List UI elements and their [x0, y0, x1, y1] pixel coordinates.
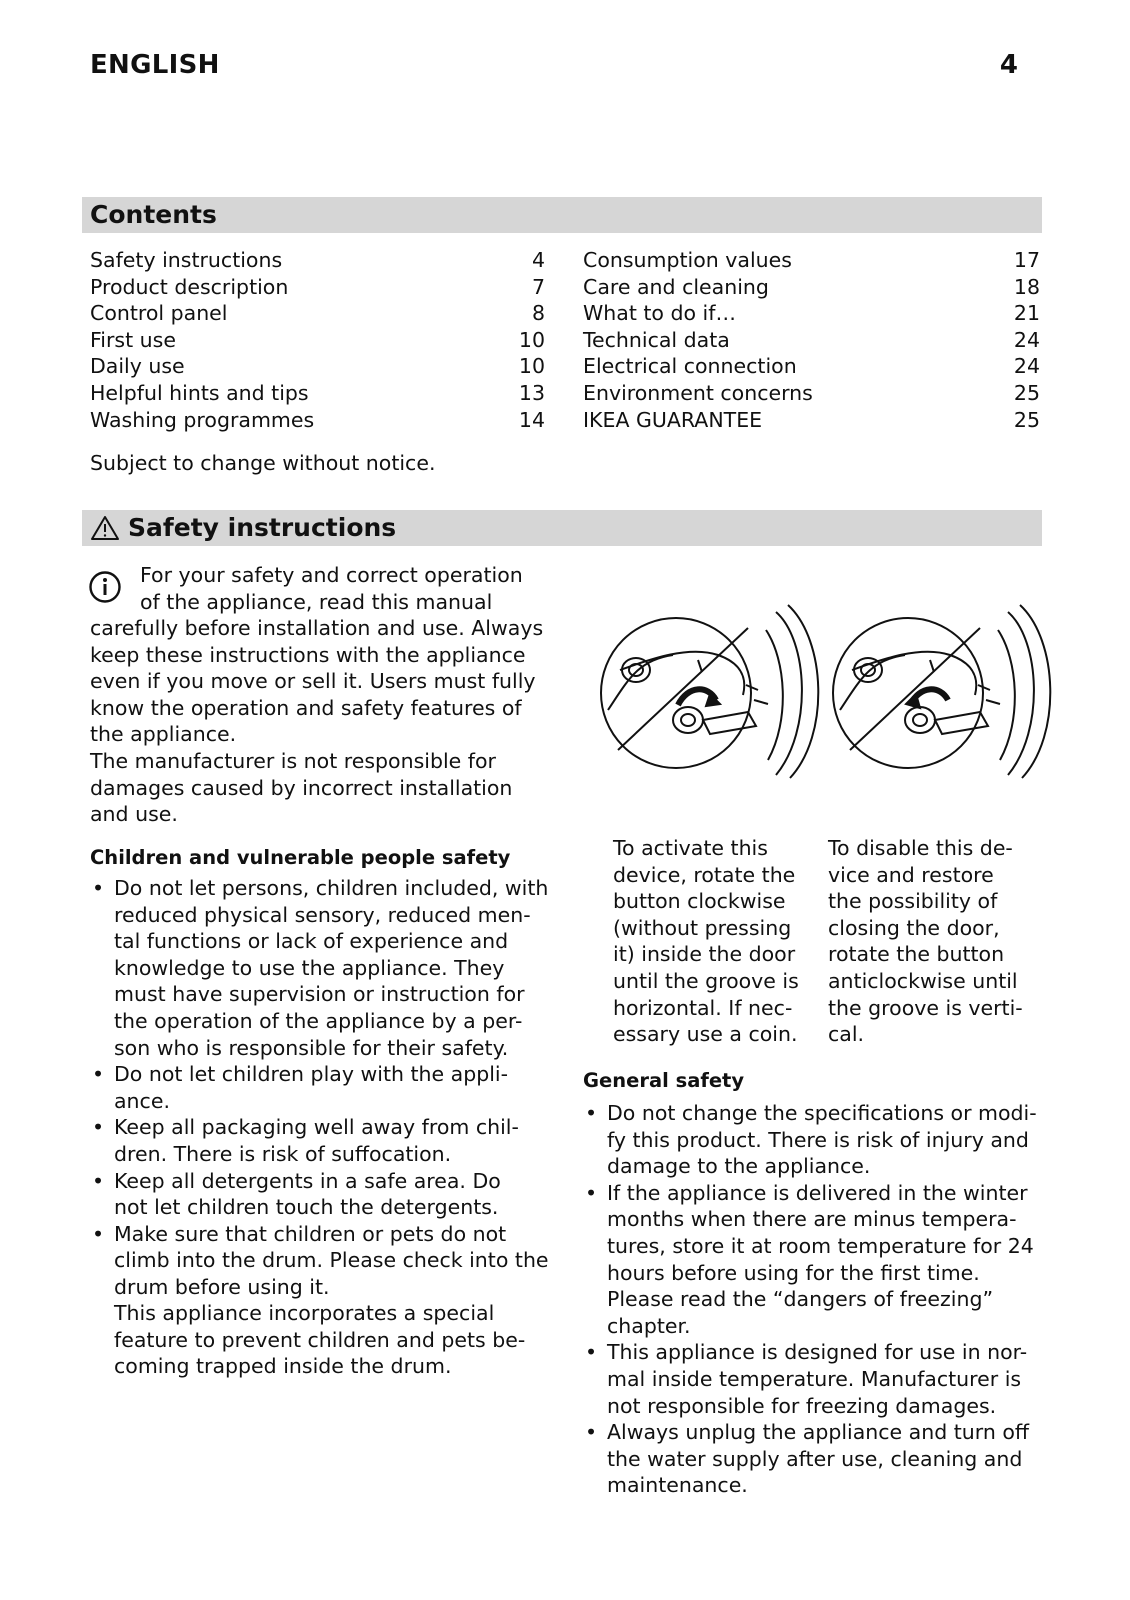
list-item: • Always unplug the appliance and turn off the water supply after use, cleaning and maintenance.	[583, 1419, 1043, 1499]
toc-entry[interactable]: First use 10	[90, 327, 545, 352]
toc-entry[interactable]: Consumption values 17	[583, 248, 1040, 272]
intro-lead: For your safety and correct operation of the appliance, read this manual	[140, 563, 523, 614]
warning-triangle-icon	[90, 515, 120, 541]
toc-entry[interactable]: Environment concerns 25	[583, 380, 1040, 405]
list-item: • If the appliance is delivered in the winter months when there are minus tempera- tures, store it at room temperature for 24 hours before using for the first time. Please read the “dangers of freezing” chapter.	[583, 1180, 1043, 1340]
toc-entry[interactable]: Safety instructions 4	[90, 248, 545, 272]
list-item: • Make sure that children or pets do not climb into the drum. Please check into the drum before using it.	[90, 1221, 570, 1301]
toc-entry[interactable]: Control panel 8	[90, 301, 545, 326]
children-safety-heading: Children and vulnerable people safety	[90, 846, 511, 869]
toc-entry[interactable]: Daily use 10	[90, 354, 545, 379]
child-lock-note: This appliance incorporates a special feature to prevent children and pets be- coming trapped inside the drum.	[114, 1301, 526, 1379]
general-safety-list	[583, 1100, 1043, 1499]
general-safety-heading: General safety	[583, 1069, 745, 1092]
list-item: • Do not change the specifications or modi- fy this product. There is risk of injury and damage to the appliance.	[583, 1100, 1043, 1180]
children-safety-list	[90, 875, 570, 1301]
child-lock-anticlockwise-illustration	[833, 605, 1050, 778]
toc-entry[interactable]: Electrical connection 24	[583, 354, 1040, 379]
intro-body: carefully before installation and use. Always keep these instructions with the appliance even if you move or sell it. Users must fully know the operation and safety features of the appliance. The manufacturer is not responsible for damages caused by incorrect installation and use.	[90, 616, 544, 827]
toc-entry[interactable]: Washing programmes 14	[90, 407, 545, 432]
list-item: • Keep all detergents in a safe area. Do not let children touch the detergents.	[90, 1168, 570, 1221]
toc-entry[interactable]: Care and cleaning 18	[583, 274, 1040, 299]
contents-title: Contents	[90, 200, 217, 229]
disable-caption: To disable this de- vice and restore the possibility of closing the door, rotate the button anticlockwise until the groove is verti- cal.	[828, 836, 1023, 1047]
list-item: • Do not let persons, children included, with reduced physical sensory, reduced men- tal functions or lack of experience and knowledge to use the appliance. They must have supervision or instruction for the operation of the appliance by a per- son who is responsible for their safety.	[90, 875, 570, 1061]
toc-entry[interactable]: What to do if… 21	[583, 301, 1040, 326]
change-notice: Subject to change without notice.	[90, 451, 436, 475]
list-item: • Keep all packaging well away from chil- dren. There is risk of suffocation.	[90, 1114, 570, 1167]
info-icon	[88, 570, 122, 604]
toc-right-column	[583, 247, 1040, 433]
child-lock-illustration	[598, 600, 1058, 780]
list-item: • Do not let children play with the appli- ance.	[90, 1061, 570, 1114]
toc-entry[interactable]: Helpful hints and tips 13	[90, 380, 545, 405]
language-header: ENGLISH	[90, 50, 220, 80]
contents-heading-bar	[82, 197, 1042, 233]
page-number: 4	[999, 50, 1018, 80]
activate-caption: To activate this device, rotate the button clockwise (without pressing it) inside the door until the groove is horizontal. If nec- essary use a coin.	[613, 836, 799, 1047]
list-item: • This appliance is designed for use in nor- mal inside temperature. Manufacturer is not responsible for freezing damages.	[583, 1339, 1043, 1419]
child-lock-clockwise-illustration	[601, 605, 818, 778]
toc-entry[interactable]: Technical data 24	[583, 327, 1040, 352]
toc-entry[interactable]: Product description 7	[90, 274, 545, 299]
toc-entry[interactable]: IKEA GUARANTEE 25	[583, 407, 1040, 432]
toc-left-column	[90, 247, 545, 433]
safety-heading-bar	[82, 510, 1042, 546]
safety-title: Safety instructions	[128, 513, 397, 542]
